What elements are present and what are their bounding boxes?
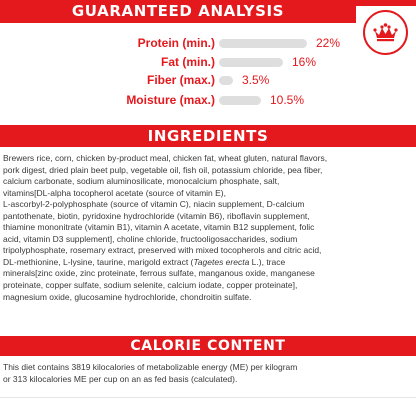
analysis-bar (219, 96, 261, 105)
analysis-value: 10.5% (270, 93, 305, 107)
analysis-row (0, 92, 416, 108)
ingredients-heading: INGREDIENTS (0, 125, 416, 147)
analysis-row (0, 35, 416, 51)
analysis-bar (219, 58, 283, 67)
analysis-value: 3.5% (242, 73, 270, 87)
analysis-label: Protein (min.) (137, 36, 215, 50)
ingredients-text-part-1: Brewers rice, corn, chicken by-product meal, chicken fat, wheat gluten, natural flavors, pork digest, dried plain beet pulp, vegetable oil, fish oil, potassium chloride, pea fiber, calcium carbonate, sodium aluminosilicate, monocalcium phosphate, salt, vitamins[DL-alpha tocopherol acetate (source of vitamin E), L-ascorbyl-2-polyphosphate (source of vitamin C), niacin supplement, D-calcium pantothenate, biotin, pyridoxine hydrochloride (vitamin B6), riboflavin supplement, thiamine mononitrate (vitamin B1), vitamin A acetate, vitamin B12 supplement, folic acid, vitamin D3 supplement], choline chloride, fructooligosaccharides, sodium tripolyphosphate, rosemary extract, preserved with mixed tocopherols and citric acid, DL-methionine, L-lysine, taurine, marigold extract ( (3, 153, 328, 267)
bottom-divider (0, 397, 416, 398)
analysis-value: 16% (292, 55, 317, 69)
ingredients-text (3, 153, 415, 303)
analysis-row (0, 54, 416, 70)
analysis-bar (219, 39, 307, 48)
calorie-content-heading: CALORIE CONTENT (0, 336, 416, 356)
calorie-content-text: This diet contains 3819 kilocalories of metabolizable energy (ME) per kilogram or 313 kilocalories ME per cup on an as fed basis (calculated). (3, 362, 298, 384)
analysis-value: 22% (316, 36, 341, 50)
ingredients-text-part-2: L.), trace minerals[zinc oxide, zinc proteinate, ferrous sulfate, manganous oxide, manganese proteinate, copper sulfate, sodium selenite, calcium iodate, copper proteinate], magnesium oxide, glucosamine hydrochloride, chondroitin sulfate. (3, 256, 315, 302)
analysis-label: Moisture (max.) (126, 93, 215, 107)
header-accent-strip (356, 0, 416, 6)
guaranteed-analysis-heading: GUARANTEED ANALYSIS (0, 0, 356, 23)
analysis-row (0, 72, 416, 88)
analysis-label: Fiber (max.) (146, 73, 215, 87)
analysis-label: Fat (min.) (161, 55, 215, 69)
analysis-bar (219, 76, 233, 85)
ingredients-latin-name: Tagetes erecta (193, 256, 250, 267)
